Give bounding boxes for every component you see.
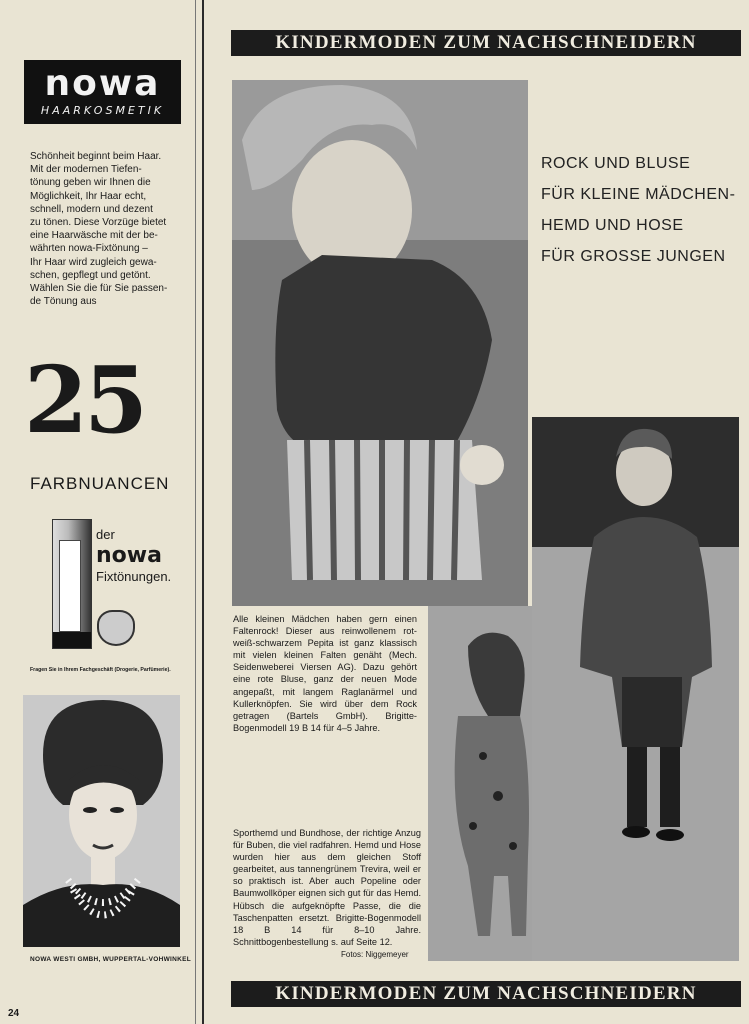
heading-line: FÜR GROSSE JUNGEN (541, 248, 726, 265)
photo-credit: Fotos: Niggemeyer (341, 950, 409, 959)
heading-line: HEMD UND HOSE (541, 217, 684, 234)
girl-photo (232, 80, 528, 606)
heading-line: ROCK UND BLUSE (541, 155, 691, 172)
article-heading (541, 148, 747, 272)
ad-line: tönung geben wir Ihnen die (30, 177, 151, 189)
crest-icon (97, 610, 135, 646)
product-name (96, 526, 186, 586)
ad-line: währten nowa-Fixtönung – (30, 243, 148, 255)
page-number: 24 (8, 1008, 20, 1019)
tube-label (59, 540, 81, 632)
farbnuancen-label: FARBNUANCEN (30, 474, 170, 493)
ad-line: Wählen Sie die für Sie passen- (30, 283, 168, 295)
ad-line: Ihr Haar wird zugleich gewa- (30, 256, 157, 268)
logo-brand: nowa (44, 63, 161, 104)
heading-line: FÜR KLEINE MÄDCHEN- (541, 186, 736, 203)
big-number-25: 25 (24, 346, 145, 454)
bottom-banner: KINDERMODEN ZUM NACHSCHNEIDERN (231, 981, 741, 1007)
ad-line: schnell, modern und dezent (30, 203, 153, 215)
ad-line: schen, gepflegt und getönt. (30, 269, 151, 281)
boy-photo (532, 417, 739, 961)
logo-subtitle: HAARKOSMETIK (40, 104, 165, 117)
caption-boy: Sporthemd und Bundhose, der richtige Anzug für Buben, die viel radfahren. Hemd und Hose wurden hier aus dem gleichen Stoff gearbeitet, aus tannengrünem Trevira, weil er so praktisch ist. Aber auch Popeline oder Baumwollköper eignen sich gut für das Hemd. Hübsch die aufgeknöpfte Passe, die die Taschenpatten ersetzt. Brigitte-Bogenmodell 18 B 14 für 8–10 Jahre. Schnittbogenbestellung s. auf Seite 12. (233, 828, 421, 947)
ad-line: eine Haarwäsche mit der be- (30, 230, 158, 242)
dog-photo (428, 606, 532, 961)
fixtoenungen-text: Fixtönungen. (96, 569, 172, 584)
ad-column-border (195, 0, 196, 1024)
nowa-logo (24, 60, 181, 124)
ad-line: zu tönen. Diese Vorzüge bietet (30, 217, 167, 229)
der-text: der (96, 527, 115, 542)
fachgeschaeft-note: Fragen Sie in Ihrem Fachgeschäft (Drogerie, Parfümerie). (30, 667, 171, 673)
top-banner: KINDERMODEN ZUM NACHSCHNEIDERN (231, 30, 741, 56)
ad-line: Schönheit beginnt beim Haar. (30, 151, 162, 162)
woman-portrait-photo (23, 695, 180, 947)
ad-line: de Tönung aus (30, 296, 97, 308)
ad-body-text (30, 150, 180, 308)
der-brand: nowa (96, 543, 162, 568)
tube-cap (53, 632, 91, 648)
company-footer: NOWA WESTI GMBH, WUPPERTAL-VOHWINKEL (30, 956, 192, 963)
caption-girl: Alle kleinen Mädchen haben gern einen Faltenrock! Dieser aus reinwollenem rot-weiß-schwarzem Pepita ist ganz klassisch mit vielen kleinen Falten genäht (Mech. Seidenweberei Viersen AG). Dazu gehört eine rote Bluse, ganz der neuen Mode angepaßt, mit langem Raglanärmel und Kullerknöpfen. Sie wird über dem Rock getragen (Bartels GmbH). Brigitte-Bogenmodell 19 B 14 für 4–5 Jahre. (233, 614, 417, 733)
ad-line: Mit der modernen Tiefen- (30, 164, 142, 176)
product-tube-image (52, 519, 92, 649)
column-divider (202, 0, 204, 1024)
ad-line: Möglichkeit, Ihr Haar echt, (30, 190, 147, 202)
